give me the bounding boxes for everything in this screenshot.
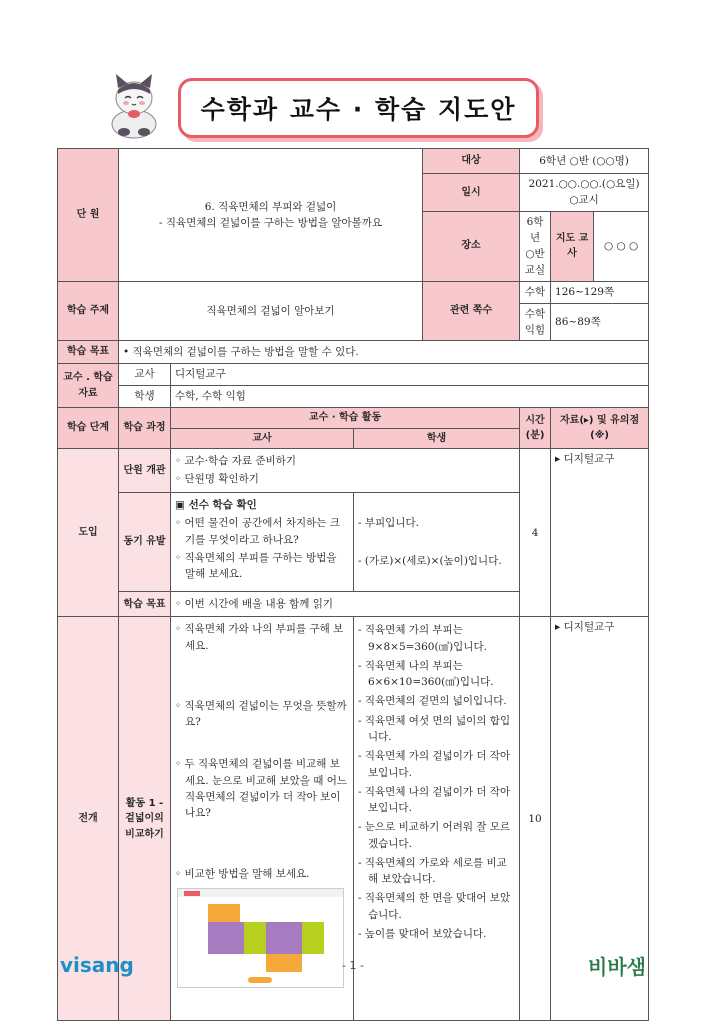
process-activity-1: 활동 1 - 겉넓이의 비교하기	[119, 617, 171, 1021]
intro-note: ▸ 디지털교구	[551, 449, 649, 617]
col-time: 시간 (분)	[520, 408, 551, 449]
related-pages-2: 86~89쪽	[551, 303, 649, 341]
materials-role-teacher: 교사	[119, 364, 171, 386]
stage-intro: 도입	[58, 449, 119, 617]
topic-label: 학습 주제	[58, 281, 119, 341]
related-label: 관련 쪽수	[423, 281, 520, 341]
stage-develop: 전개	[58, 617, 119, 1021]
target-value: 6학년 ○반 (○○명)	[520, 149, 649, 174]
develop-teacher-line-2: ◦ 직육면체의 겉넓이는 무엇을 뜻할까요?	[175, 699, 347, 729]
motivation-student-line-2: - (가로)×(세로)×(높이)입니다.	[358, 555, 502, 568]
develop-student-line-8: - 직육면체의 가로와 세로를 비교해 보았습니다.	[358, 856, 507, 886]
develop-teacher-line-3: ◦ 두 직육면체의 겉넓이를 비교해 보세요. 눈으로 비교해 보았을 때 어느 직육면체의 겉넓이가 더 작아 보이나요?	[175, 758, 348, 820]
develop-student-line-6: - 직육면체 나의 겉넓이가 더 작아 보입니다.	[358, 785, 511, 815]
col-notes: 자료(▸) 및 유의점(※)	[551, 408, 649, 449]
process-motivation: 동기 유발	[119, 493, 171, 592]
overview-teacher-line-2: ◦ 단원명 확인하기	[175, 473, 259, 486]
date-value: 2021.○○.○○.(○요일) ○교시	[520, 174, 649, 212]
process-goal: 학습 목표	[119, 592, 171, 617]
page-number: - 1 -	[342, 959, 364, 972]
title-banner	[178, 78, 539, 138]
cat-mascot-image	[104, 72, 164, 140]
motivation-teacher-line-2: ◦ 직육면체의 부피를 구하는 방법을 말해 보세요.	[175, 551, 337, 581]
develop-student-line-10: - 높이를 맞대어 보았습니다.	[358, 927, 487, 940]
process-overview: 단원 개관	[119, 449, 171, 493]
related-book-2: 수학 익힘	[520, 303, 551, 341]
goal-teacher-cell	[171, 592, 520, 617]
net-face-back	[266, 922, 302, 954]
visang-logo: visang	[60, 953, 134, 977]
vivasam-logo: 비바샘	[588, 955, 646, 979]
develop-note: ▸ 디지털교구	[551, 617, 649, 1021]
goal-teacher-line-1: ◦ 이번 시간에 배울 내용 함께 읽기	[175, 598, 334, 611]
unit-label: 단 원	[58, 149, 119, 282]
develop-student-line-9: - 직육면체의 한 면을 맞대어 보았습니다.	[358, 892, 511, 921]
unit-cell	[119, 149, 423, 282]
overview-teacher-line-1: ◦ 교수·학습 자료 준비하기	[175, 455, 296, 468]
motivation-teacher-line-1: ◦ 어떤 물건이 공간에서 차지하는 크기를 무엇이라고 하나요?	[175, 517, 340, 546]
unit-subtitle: - 직육면체의 겉넓이를 구하는 방법을 알아볼까요	[158, 216, 383, 229]
col-activity: 교수 · 학습 활동	[171, 408, 520, 429]
motivation-student-line-1: - 부피입니다.	[358, 517, 419, 530]
goal-value: • 직육면체의 겉넓이를 구하는 방법을 말할 수 있다.	[119, 341, 649, 364]
net-face-top	[208, 904, 240, 922]
related-book-1: 수학	[520, 281, 551, 303]
unit-title: 6. 직육면체의 부피와 겉넓이	[204, 200, 337, 213]
net-face-front	[208, 922, 244, 954]
motivation-teacher-cell	[171, 493, 354, 592]
intro-time: 4	[520, 449, 551, 617]
develop-teacher-line-4: ◦ 비교한 방법을 말해 보세요.	[175, 867, 310, 880]
materials-role-student: 학생	[119, 386, 171, 408]
develop-time: 10	[520, 617, 551, 1021]
digital-tool-screenshot	[177, 888, 344, 988]
page-title: 수학과 교수 · 학습 지도안	[200, 95, 517, 124]
motivation-student-cell	[354, 493, 520, 592]
develop-student-line-5: - 직육면체 가의 겉넓이가 더 작아 보입니다.	[358, 750, 511, 779]
related-pages-1: 126~129쪽	[551, 281, 649, 303]
col-teacher: 교사	[171, 428, 354, 449]
overview-teacher-cell	[171, 449, 520, 493]
develop-student-line-7: - 눈으로 비교하기 어려워 잘 모르겠습니다.	[358, 821, 511, 850]
teacher-label: 지도 교사	[551, 211, 594, 281]
net-face-right	[244, 922, 266, 954]
place-value: 6학년 ○반 교실	[520, 211, 551, 281]
materials-label: 교수 . 학습 자료	[58, 364, 119, 408]
develop-student-line-4: - 직육면체 여섯 면의 넓이의 합입니다.	[358, 714, 511, 743]
date-label: 일시	[423, 174, 520, 212]
target-label: 대상	[423, 149, 520, 174]
develop-teacher-line-1: ◦ 직육면체 가와 나의 부피를 구해 보세요.	[175, 623, 344, 652]
motivation-heading: ▣ 선수 학습 확인	[175, 499, 257, 512]
col-process: 학습 과정	[119, 408, 171, 449]
materials-value-student: 수학, 수학 익힘	[171, 386, 649, 408]
materials-value-teacher: 디지털교구	[171, 364, 649, 386]
develop-student-line-3: - 직육면체의 겉면의 넓이입니다.	[358, 695, 507, 708]
lesson-plan-table	[57, 148, 649, 1021]
topic-value: 직육면체의 겉넓이 알아보기	[119, 281, 423, 341]
goal-label: 학습 목표	[58, 341, 119, 364]
col-student: 학생	[354, 428, 520, 449]
col-stage: 학습 단계	[58, 408, 119, 449]
place-label: 장소	[423, 211, 520, 281]
net-face-left	[302, 922, 324, 954]
teacher-value: ○ ○ ○	[594, 211, 649, 281]
develop-student-line-1: - 직육면체 가의 부피는 9×8×5=360(㎤)입니다.	[358, 624, 487, 653]
develop-student-line-2: - 직육면체 나의 부피는 6×6×10=360(㎤)입니다.	[358, 659, 494, 689]
